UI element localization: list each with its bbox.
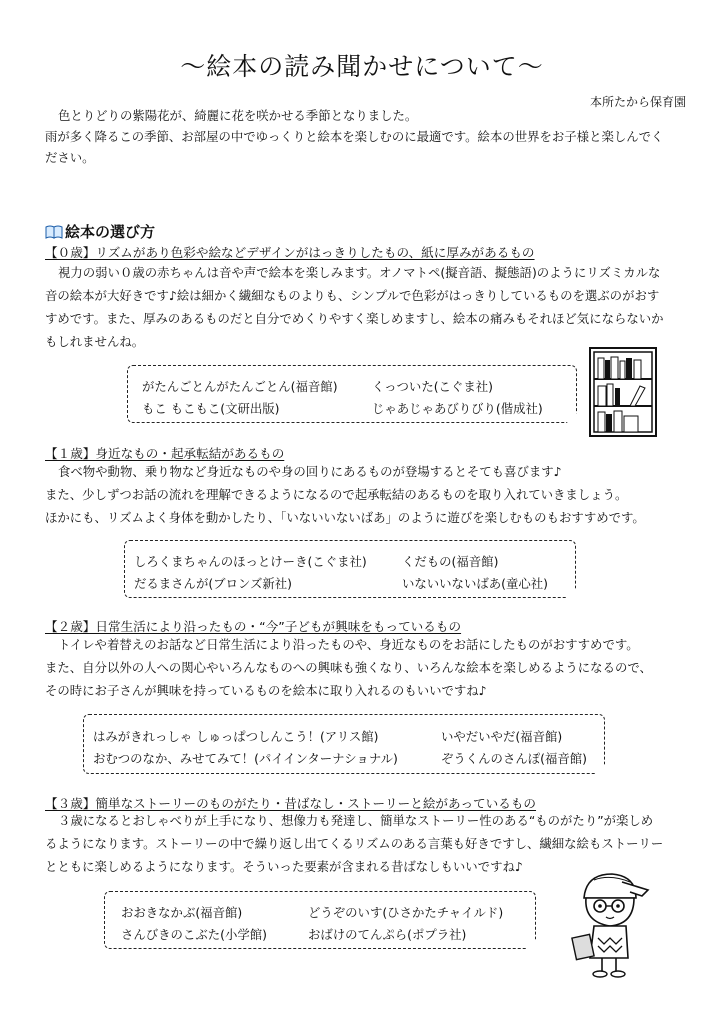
intro-line-2: 雨が多く降るこの季節、お部屋の中でゆっくりと絵本を楽しむのに最適です。絵本の世界をお子様と楽しんでく	[45, 129, 664, 144]
organization-name: 本所たから保育園	[589, 95, 686, 109]
age2-line-3: その時にお子さんが興味を持っているものを絵本に取り入れるのもいいですね♪	[45, 683, 487, 698]
book-icon	[45, 225, 63, 239]
age0-book-4: じゃあじゃあびりびり(偕成社)	[372, 401, 543, 416]
age1-book-4: いないいないばあ(童心社)	[402, 576, 548, 591]
age3-book-2: どうぞのいす(ひさかたチャイルド)	[308, 905, 504, 920]
age0-book-2: くっついた(こぐま社)	[372, 379, 493, 394]
age3-heading: 【３歳】簡単なストーリーのものがたり・昔ばなし・ストーリーと絵があっているもの	[45, 796, 537, 811]
age1-line-3: ほかにも、リズムよく身体を動かしたり、「いないいないばあ」のように遊びを楽しむものもおすすめです。	[45, 510, 645, 525]
section-header	[45, 221, 155, 242]
age0-line-4: もしれませんね。	[45, 334, 145, 349]
age1-line-1: 食べ物や動物、乗り物など身近なものや身の回りにあるものが登場するとそても喜びます♪	[58, 464, 562, 479]
age1-book-2: くだもの(福音館)	[402, 554, 499, 569]
age3-book-4: おばけのてんぷら(ポプラ社)	[308, 927, 467, 942]
page-title: ～絵本の読み聞かせについて～	[180, 52, 544, 81]
age2-book-2: いやだいやだ(福音館)	[441, 729, 563, 744]
age2-heading: 【２歳】日常生活により沿ったもの・“今”子どもが興味をもっているもの	[45, 619, 462, 634]
age3-line-2: るようになります。ストーリーの中で繰り返し出てくるリズムのある言葉も好きですし、繊細な絵もストーリー	[45, 836, 664, 851]
age1-heading: 【１歳】身近なもの・起承転結があるもの	[45, 446, 285, 461]
bookshelf-illustration	[588, 346, 658, 438]
section-heading: 絵本の選び方	[65, 223, 156, 241]
age0-book-3: もこ もこもこ(文研出版)	[142, 401, 280, 416]
intro-line-1: 色とりどりの紫陽花が、綺麗に花を咲かせる季節となりました。	[58, 108, 418, 123]
age3-line-1: ３歳になるとおしゃべりが上手になり、想像力も発達し、簡単なストーリー性のある“ものがたり”が楽しめ	[58, 813, 654, 828]
age2-line-2: また、自分以外の人への関心やいろんなものへの興味も強くなり、いろんな絵本を楽しめるようになるので、	[45, 660, 652, 675]
age2-line-1: トイレや着替えのお話など日常生活により沿ったものや、身近なものをお話にしたものがおすすめです。	[58, 637, 639, 652]
age0-line-2: 音の絵本が大好きです♪絵は細かく繊細なものよりも、シンプルで色彩がはっきりしているものを選ぶのがおす	[45, 288, 660, 303]
age1-line-2: また、少しずつお話の流れを理解できるようになるので起承転結のあるものを取り入れていきましょう。	[45, 487, 628, 502]
age0-heading: 【０歳】リズムがあり色彩や絵などデザインがはっきりしたもの、紙に厚みがあるもの	[45, 245, 535, 260]
intro-line-3: ださい。	[45, 150, 95, 165]
age0-line-3: すめです。また、厚みのあるものだと自分でめくりやすく楽しめますし、絵本の痛みもそれほど気にならないか	[45, 311, 664, 326]
age2-book-1: はみがきれっしゃ しゅっぱつしんこう！(アリス館)	[93, 729, 379, 744]
age2-book-3: おむつのなか、みせてみて！(パイインターナショナル)	[93, 751, 398, 766]
age0-book-1: がたんごとんがたんごとん(福音館)	[142, 379, 338, 394]
age1-book-1: しろくまちゃんのほっとけーき(こぐま社)	[134, 554, 367, 569]
age3-line-3: とともに楽しめるようになります。そういった要素が含まれる昔ばなしもいいですね♪	[45, 859, 523, 874]
child-illustration	[570, 868, 652, 978]
age0-line-1: 視力の弱い０歳の赤ちゃんは音や声で絵本を楽しみます。オノマトペ(擬音語、擬態語)のようにリズミカルな	[58, 265, 661, 280]
age1-book-3: だるまさんが(ブロンズ新社)	[134, 576, 292, 591]
age3-book-3: さんびきのこぶた(小学館)	[121, 927, 267, 942]
age3-book-1: おおきなかぶ(福音館)	[121, 905, 243, 920]
age2-book-4: ぞうくんのさんぽ(福音館)	[441, 751, 587, 766]
